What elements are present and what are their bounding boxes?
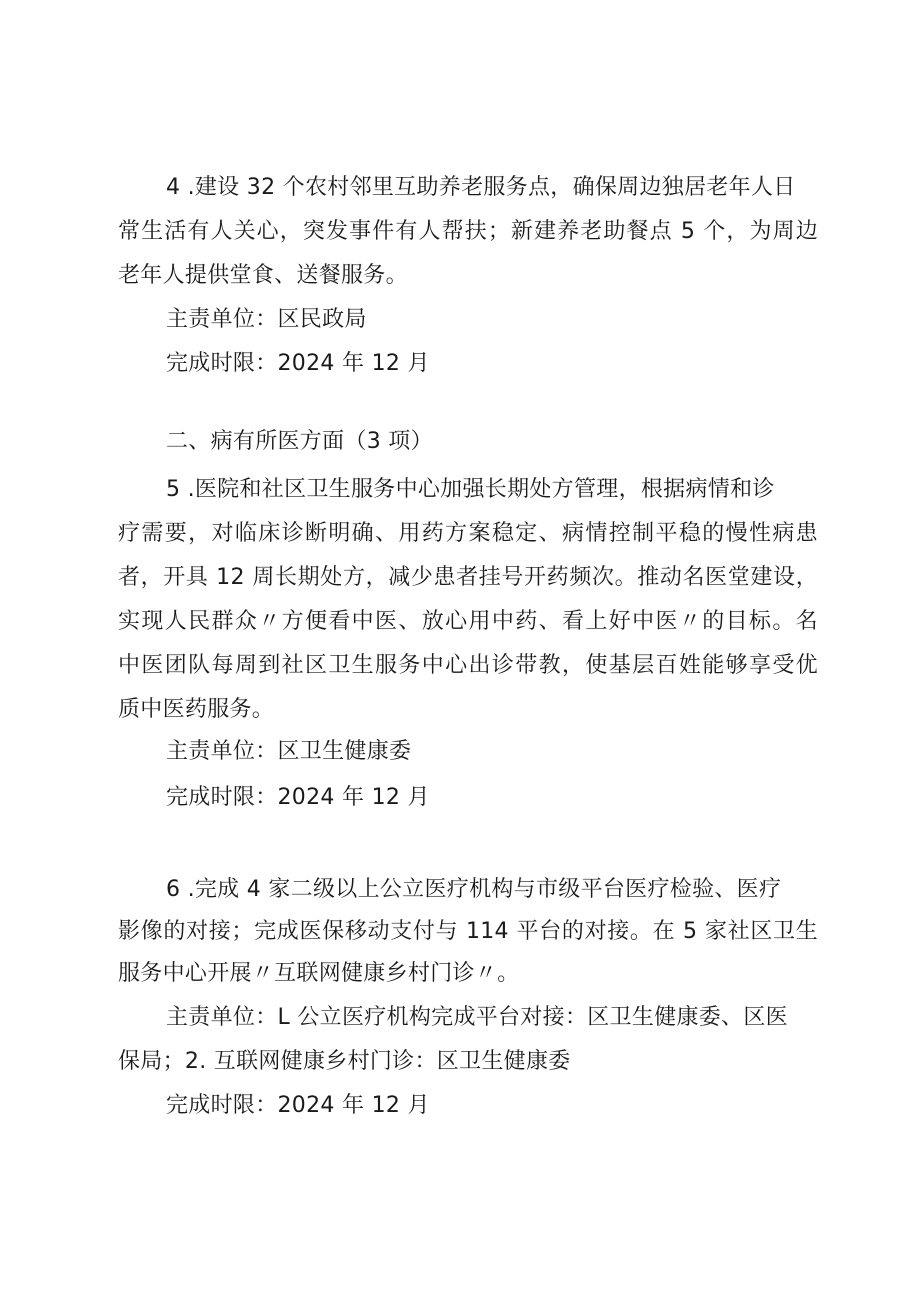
item4-line-2: 常生活有人关心，突发事件有人帮扶；新建养老助餐点 5 个，为周边 [118, 219, 818, 244]
item6-responsible-unit-line-1: 主责单位：L 公立医疗机构完成平台对接：区卫生健康委、区医 [166, 1005, 788, 1030]
item4-responsible-unit: 主责单位：区民政局 [166, 307, 367, 332]
item4-deadline: 完成时限：2024 年 12 月 [166, 351, 430, 376]
item5-responsible-unit: 主责单位：区卫生健康委 [166, 739, 412, 764]
item6-deadline: 完成时限：2024 年 12 月 [166, 1093, 430, 1118]
item5-line-2: 疗需要，对临床诊断明确、用药方案稳定、病情控制平稳的慢性病患 [118, 521, 818, 546]
item5-line-6: 质中医药服务。 [118, 697, 275, 722]
section-heading: 二、病有所医方面（3 项） [166, 429, 433, 454]
item6-line-1: 6 .完成 4 家二级以上公立医疗机构与市级平台医疗检验、医疗 [166, 877, 782, 902]
item6-responsible-unit-line-2: 保局；2. 互联网健康乡村门诊：区卫生健康委 [118, 1049, 571, 1074]
item5-line-4: 实现人民群众〃方便看中医、放心用中药、看上好中医〃的目标。名 [118, 609, 818, 634]
item4-line-3: 老年人提供堂食、送餐服务。 [118, 263, 408, 288]
item6-line-2: 影像的对接；完成医保移动支付与 114 平台的对接。在 5 家社区卫生 [118, 919, 818, 944]
item5-deadline: 完成时限：2024 年 12 月 [166, 785, 430, 810]
item5-line-3: 者，开具 12 周长期处方，减少患者挂号开药频次。推动名医堂建设， [118, 565, 818, 590]
item5-line-1: 5 .医院和社区卫生服务中心加强长期处方管理，根据病情和诊 [166, 477, 775, 502]
item4-line-1: 4 .建设 32 个农村邻里互助养老服务点，确保周边独居老年人日 [166, 175, 796, 200]
item6-line-3: 服务中心开展〃互联网健康乡村门诊〃。 [118, 961, 520, 986]
item5-line-5: 中医团队每周到社区卫生服务中心出诊带教，使基层百姓能够享受优 [118, 653, 818, 678]
